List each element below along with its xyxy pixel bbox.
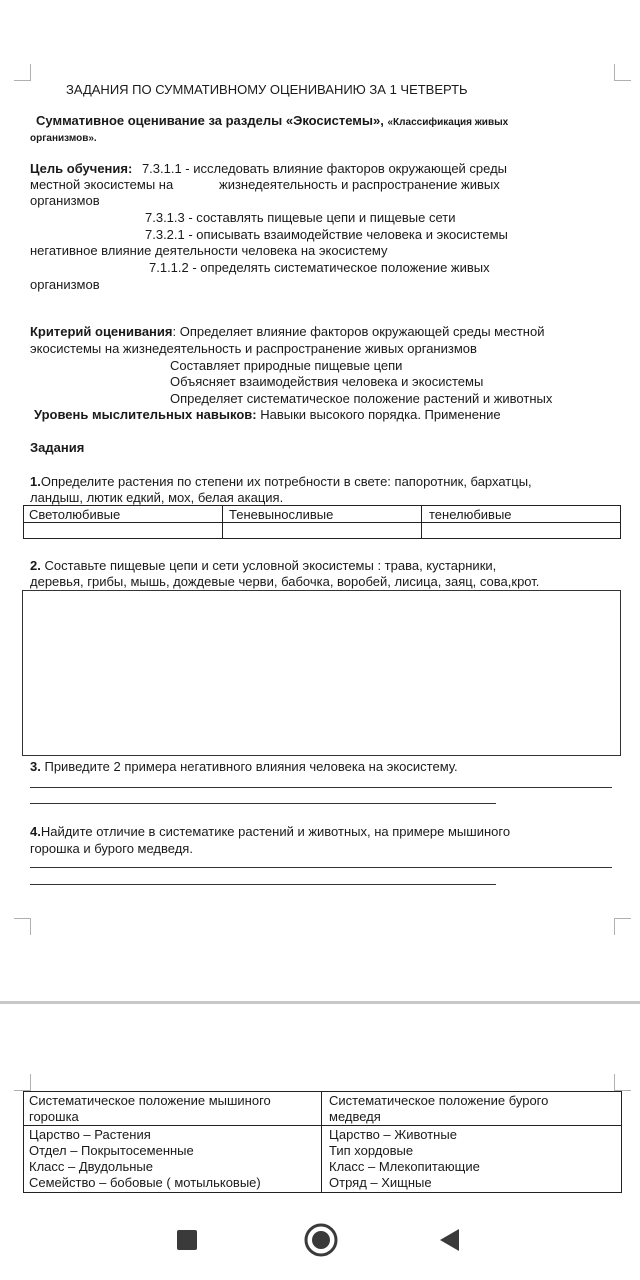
criteria-line-4: Объясняет взаимодействия человека и экосистемы [170, 374, 484, 389]
task2-answer-box[interactable] [22, 590, 621, 756]
table-header-light-loving: Светолюбивые [29, 507, 121, 522]
left-row-division: Отдел – Покрытосеменные [29, 1143, 194, 1158]
left-row-class: Класс – Двудольные [29, 1159, 153, 1174]
task2-text-1: Составьте пищевые цепи и сети условной экосистемы : трава, кустарники, [44, 558, 497, 573]
page-separator [0, 1001, 640, 1004]
criteria-line-2: экосистемы на жизнедеятельность и распространение живых организмов [30, 341, 477, 356]
square-icon [172, 1225, 202, 1255]
task1-line-2: ландыш, лютик едкий, мох, белая акация. [30, 490, 284, 505]
task3-number: 3. [30, 759, 41, 774]
systematics-table [23, 1091, 622, 1193]
task1-text-1: Определите растения по степени их потребности в свете: папоротник, бархатцы, [40, 474, 532, 489]
task4-number: 4. [30, 824, 41, 839]
criteria-line-1 [30, 324, 544, 339]
corner-mark-bottom-right [614, 918, 631, 935]
goal-line-3: организмов [30, 193, 100, 208]
goal-text-1: 7.3.1.1 - исследовать влияние факторов окружающей среды [141, 161, 508, 176]
corner-mark-top-right [614, 64, 631, 81]
level-value: Навыки высокого порядка. Применение [260, 407, 501, 422]
subtitle [36, 113, 508, 130]
right-row-kingdom: Царство – Животные [329, 1127, 457, 1142]
goal-line-2b: жизнедеятельность и распространение живых [219, 177, 500, 192]
right-header-line-2: медведя [329, 1109, 381, 1124]
home-button[interactable] [303, 1222, 339, 1258]
right-header-line-1: Систематическое положение бурого [329, 1093, 549, 1108]
subtitle-small: «Классификация живых [387, 117, 509, 128]
task2-number: 2. [30, 558, 41, 573]
level-line [34, 407, 501, 422]
task4-answer-line-2 [30, 884, 496, 885]
task2-line-2: деревья, грибы, мышь, дождевые черви, бабочка, воробей, лисица, заяц, сова,крот. [30, 574, 540, 589]
table-header-shade-loving: тенелюбивые [429, 507, 512, 522]
criteria-label: Критерий оценивания [30, 324, 173, 339]
task2-line-1 [30, 558, 496, 573]
corner-mark-bottom-left [14, 918, 31, 935]
task3-answer-line-2 [30, 803, 496, 804]
left-row-family: Семейство – бобовые ( мотыльковые) [29, 1175, 261, 1190]
level-label: Уровень мыслительных навыков: [34, 407, 257, 422]
task4-answer-line-1 [30, 867, 612, 868]
task1-line-1 [30, 474, 532, 489]
goal-line-1 [30, 161, 507, 176]
task3-answer-line-1 [30, 787, 612, 788]
task3-text-1: Приведите 2 примера негативного влияния человека на экосистему. [44, 759, 458, 774]
left-header-line-2: горошка [29, 1109, 79, 1124]
table-header-shade-tolerant: Теневыносливые [229, 507, 334, 522]
goal-line-4: 7.3.1.3 - составлять пищевые цепи и пищевые сети [145, 210, 456, 225]
page2-corner-top-left [14, 1074, 31, 1091]
goal-line-2a: местной экосистемы на [30, 177, 174, 192]
left-header-line-1: Систематическое положение мышиного [29, 1093, 271, 1108]
criteria-text-1: : Определяет влияние факторов окружающей среды местной [172, 324, 545, 339]
goal-line-6: негативное влияние деятельности человека на экосистему [30, 243, 388, 258]
goal-label: Цель обучения: [30, 161, 133, 176]
task4-line-2: горошка и бурого медведя. [30, 841, 193, 856]
tasks-heading: Задания [30, 440, 85, 455]
task1-table [23, 505, 621, 539]
task3-line-1 [30, 759, 458, 774]
navigation-bar [0, 1205, 640, 1280]
subtitle-small-2: организмов». [30, 133, 97, 144]
triangle-icon [434, 1225, 464, 1255]
right-row-phylum: Тип хордовые [329, 1143, 414, 1158]
corner-mark-top-left [14, 64, 31, 81]
page2-corner-top-right [614, 1074, 631, 1091]
right-row-order: Отряд – Хищные [329, 1175, 432, 1190]
task4-text-1: Найдите отличие в систематике растений и животных, на примере мышиного [40, 824, 511, 839]
goal-line-8: организмов [30, 277, 100, 292]
right-row-class: Класс – Млекопитающие [329, 1159, 480, 1174]
task1-number: 1. [30, 474, 41, 489]
criteria-line-3: Составляет природные пищевые цепи [170, 358, 403, 373]
subtitle-main: Суммативное оценивание за разделы «Экосистемы», [36, 113, 384, 128]
left-row-kingdom: Царство – Растения [29, 1127, 151, 1142]
recent-apps-button[interactable] [172, 1225, 202, 1255]
goal-line-7: 7.1.1.2 - определять систематическое положение живых [149, 260, 490, 275]
task4-line-1 [30, 824, 510, 839]
criteria-line-5: Определяет систематическое положение растений и животных [170, 391, 553, 406]
back-button[interactable] [434, 1225, 464, 1255]
page-title: ЗАДАНИЯ ПО СУММАТИВНОМУ ОЦЕНИВАНИЮ ЗА 1 ЧЕТВЕРТЬ [66, 82, 468, 97]
circle-icon [303, 1222, 339, 1258]
goal-line-5: 7.3.2.1 - описывать взаимодействие человека и экосистемы [145, 227, 508, 242]
